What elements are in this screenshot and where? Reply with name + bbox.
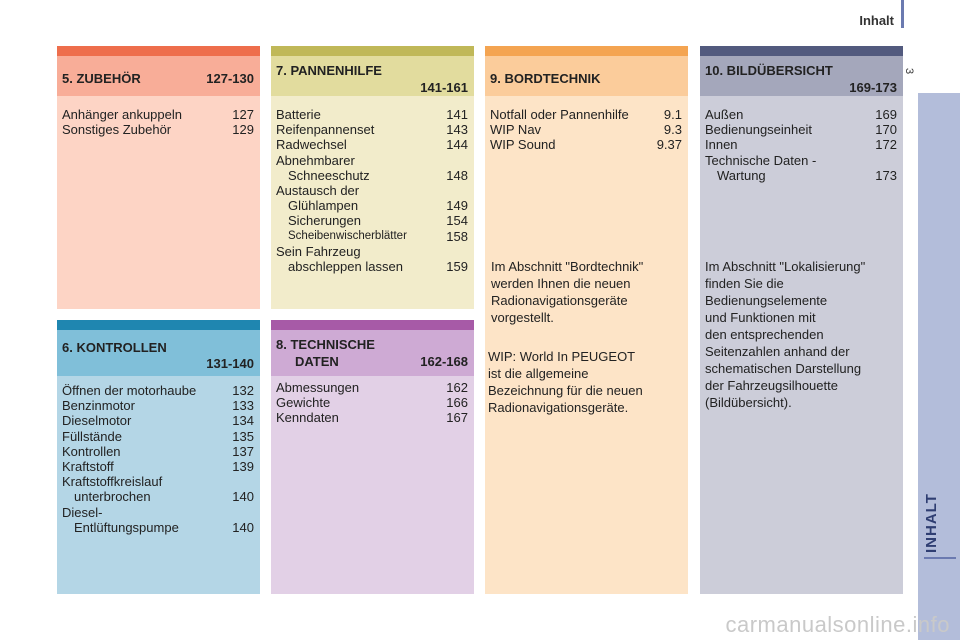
toc-label: Kenndaten	[276, 410, 339, 426]
toc-label: Batterie	[276, 107, 321, 122]
section-note	[488, 348, 643, 416]
section-stripe	[271, 320, 474, 330]
note-line: finden Sie die	[705, 276, 784, 291]
toc-page: 135	[232, 428, 254, 444]
section-note	[705, 258, 865, 411]
toc-page: 143	[446, 122, 468, 138]
toc-entry[interactable]	[705, 107, 897, 122]
section-kontrollen	[57, 320, 260, 594]
section-bilduebersicht	[700, 46, 903, 594]
toc-label: Innen	[705, 137, 738, 153]
toc-entry[interactable]	[62, 520, 254, 535]
toc-page: 9.37	[656, 137, 682, 153]
toc-label: Kontrollen	[62, 443, 121, 459]
toc-entry[interactable]	[276, 168, 468, 183]
toc-entry[interactable]	[276, 410, 468, 425]
toc-page: 9.1	[663, 107, 682, 122]
toc-label: WIP Nav	[490, 122, 542, 138]
toc-label: Gewichte	[276, 395, 331, 411]
section-pages: 162-168	[420, 354, 468, 369]
toc-label: Wartung	[717, 167, 766, 183]
note-line: vorgestellt.	[491, 310, 554, 325]
section-pannenhilfe	[271, 46, 474, 309]
toc-entry[interactable]	[62, 459, 254, 474]
toc-page: 172	[875, 137, 897, 153]
section-header[interactable]	[700, 56, 903, 96]
toc-label: Anhänger ankuppeln	[62, 107, 182, 122]
section-header[interactable]	[485, 56, 688, 96]
toc-entry[interactable]	[62, 444, 254, 459]
toc-label: Füllstände	[62, 428, 122, 444]
toc-entry[interactable]	[62, 122, 254, 137]
toc-label: Notfall oder Pannenhilfe	[490, 107, 629, 122]
section-stripe	[57, 320, 260, 330]
toc-entry[interactable]	[490, 122, 682, 137]
toc-page: 166	[446, 395, 468, 411]
toc-label: abschleppen lassen	[288, 259, 403, 275]
toc-page: 170	[875, 122, 897, 138]
side-tab-divider	[924, 557, 956, 559]
note-line: werden Ihnen die neuen	[491, 276, 631, 291]
section-title: 9. BORDTECHNIK	[490, 71, 601, 86]
note-line: und Funktionen mit	[705, 310, 816, 325]
toc-entry[interactable]	[62, 383, 254, 398]
toc-entry[interactable]	[490, 107, 682, 122]
section-technische-daten	[271, 320, 474, 594]
toc-page: 133	[232, 398, 254, 414]
section-title-line2: DATEN	[295, 354, 339, 369]
toc-entry[interactable]	[276, 259, 468, 274]
toc-page: 148	[446, 167, 468, 183]
note-line: Im Abschnitt "Lokalisierung"	[705, 259, 866, 274]
toc-page: 134	[232, 413, 254, 429]
section-title: 6. KONTROLLEN	[62, 340, 167, 355]
toc-page: 140	[232, 489, 254, 505]
toc-entry[interactable]	[276, 213, 468, 228]
toc-entry[interactable]	[276, 198, 468, 213]
toc-entry[interactable]	[490, 137, 682, 152]
section-items	[276, 380, 468, 426]
note-line: Radionavigationsgeräte.	[488, 400, 629, 415]
section-items	[62, 107, 254, 137]
toc-page: 127	[232, 107, 254, 122]
toc-page: 159	[446, 259, 468, 275]
toc-entry-head[interactable]: Diesel-	[62, 504, 103, 520]
section-stripe	[485, 46, 688, 56]
toc-page: 129	[232, 122, 254, 138]
toc-label: Reifenpannenset	[276, 122, 375, 138]
toc-page: 173	[875, 167, 897, 183]
section-stripe	[57, 46, 260, 56]
toc-entry[interactable]	[62, 398, 254, 413]
toc-entry[interactable]	[276, 122, 468, 137]
toc-label: Benzinmotor	[62, 398, 135, 414]
note-line: (Bildübersicht).	[705, 395, 792, 410]
toc-label: Sicherungen	[288, 213, 361, 229]
toc-entry-head[interactable]: Abnehmbarer	[276, 152, 355, 168]
toc-label: Abmessungen	[276, 380, 360, 395]
toc-label: Scheibenwischerblätter	[288, 229, 407, 242]
toc-page: 141	[446, 107, 468, 122]
toc-label: Öffnen der motorhaube	[62, 383, 197, 398]
note-line: schematischen Darstellung	[705, 361, 862, 376]
toc-label: Dieselmotor	[62, 413, 132, 429]
section-stripe	[271, 46, 474, 56]
section-zubehoer	[57, 46, 260, 309]
toc-entry[interactable]	[62, 107, 254, 122]
toc-label: WIP Sound	[490, 137, 556, 153]
toc-page: 137	[232, 443, 254, 459]
toc-entry[interactable]	[276, 229, 468, 244]
toc-label: Glühlampen	[288, 198, 359, 214]
note-line: WIP: World In PEUGEOT	[488, 349, 636, 364]
section-items	[276, 107, 468, 274]
toc-label: Radwechsel	[276, 137, 347, 153]
section-items	[490, 107, 682, 153]
section-header[interactable]	[57, 56, 260, 96]
section-note	[491, 258, 643, 326]
section-pages: 127-130	[206, 71, 254, 86]
section-bordtechnik	[485, 46, 688, 594]
toc-entry-head[interactable]: Technische Daten -	[705, 152, 817, 168]
toc-entry[interactable]	[705, 122, 897, 137]
toc-page: 158	[446, 228, 468, 244]
section-pages: 131-140	[206, 356, 254, 371]
header-divider	[901, 0, 904, 28]
section-items	[705, 107, 897, 183]
section-header[interactable]	[271, 330, 474, 376]
toc-entry-head[interactable]: Sein Fahrzeug	[276, 243, 361, 259]
note-line: Radionavigationsgeräte	[491, 293, 628, 308]
section-pages: 141-161	[420, 80, 468, 95]
toc-page: 139	[232, 459, 254, 475]
toc-page: 144	[446, 137, 468, 153]
toc-label: unterbrochen	[74, 489, 151, 505]
toc-label: Schneeschutz	[288, 167, 370, 183]
toc-label: Außen	[705, 107, 744, 122]
watermark: carmanualsonline.info	[725, 612, 950, 637]
section-header[interactable]	[57, 330, 260, 376]
toc-entry[interactable]	[62, 489, 254, 504]
toc-entry[interactable]	[276, 380, 468, 395]
toc-entry[interactable]	[705, 168, 897, 183]
toc-page: 149	[446, 198, 468, 214]
toc-page: 167	[446, 410, 468, 426]
toc-page: 140	[232, 519, 254, 535]
toc-page: 169	[875, 107, 897, 122]
section-title: 5. ZUBEHÖR	[62, 71, 141, 86]
toc-page: 154	[446, 213, 468, 229]
section-title: 10. BILDÜBERSICHT	[705, 63, 833, 78]
section-title: 7. PANNENHILFE	[276, 63, 382, 78]
toc-entry-head[interactable]: Austausch der	[276, 183, 360, 199]
note-line: der Fahrzeugsilhouette	[705, 378, 838, 393]
section-title: 8. TECHNISCHE	[276, 337, 375, 352]
toc-entry[interactable]	[705, 137, 897, 152]
section-header[interactable]	[271, 56, 474, 96]
toc-label: Entlüftungspumpe	[74, 519, 179, 535]
toc-label: Bedienungseinheit	[705, 122, 812, 138]
note-line: den entsprechenden	[705, 327, 824, 342]
note-line: Bedienungselemente	[705, 293, 828, 308]
toc-page: 132	[232, 383, 254, 398]
toc-entry[interactable]	[276, 107, 468, 122]
page-number: 3	[903, 68, 915, 75]
toc-entry[interactable]	[276, 395, 468, 410]
section-pages: 169-173	[849, 80, 897, 95]
note-line: ist die allgemeine	[488, 366, 589, 381]
toc-entry[interactable]	[276, 137, 468, 152]
toc-entry-head[interactable]: Kraftstoffkreislauf	[62, 474, 163, 490]
toc-entry[interactable]	[62, 413, 254, 428]
note-line: Bezeichnung für die neuen	[488, 383, 643, 398]
toc-label: Sonstiges Zubehör	[62, 122, 172, 138]
page-title: Inhalt	[859, 13, 894, 28]
section-stripe	[700, 46, 903, 56]
note-line: Seitenzahlen anhand der	[705, 344, 850, 359]
section-items	[62, 383, 254, 535]
note-line: Im Abschnitt "Bordtechnik"	[491, 259, 644, 274]
toc-page: 162	[446, 380, 468, 395]
toc-page: 9.3	[663, 122, 682, 138]
toc-label: Kraftstoff	[62, 459, 114, 475]
toc-entry[interactable]	[62, 429, 254, 444]
side-tab-label: INHALT	[923, 493, 940, 553]
